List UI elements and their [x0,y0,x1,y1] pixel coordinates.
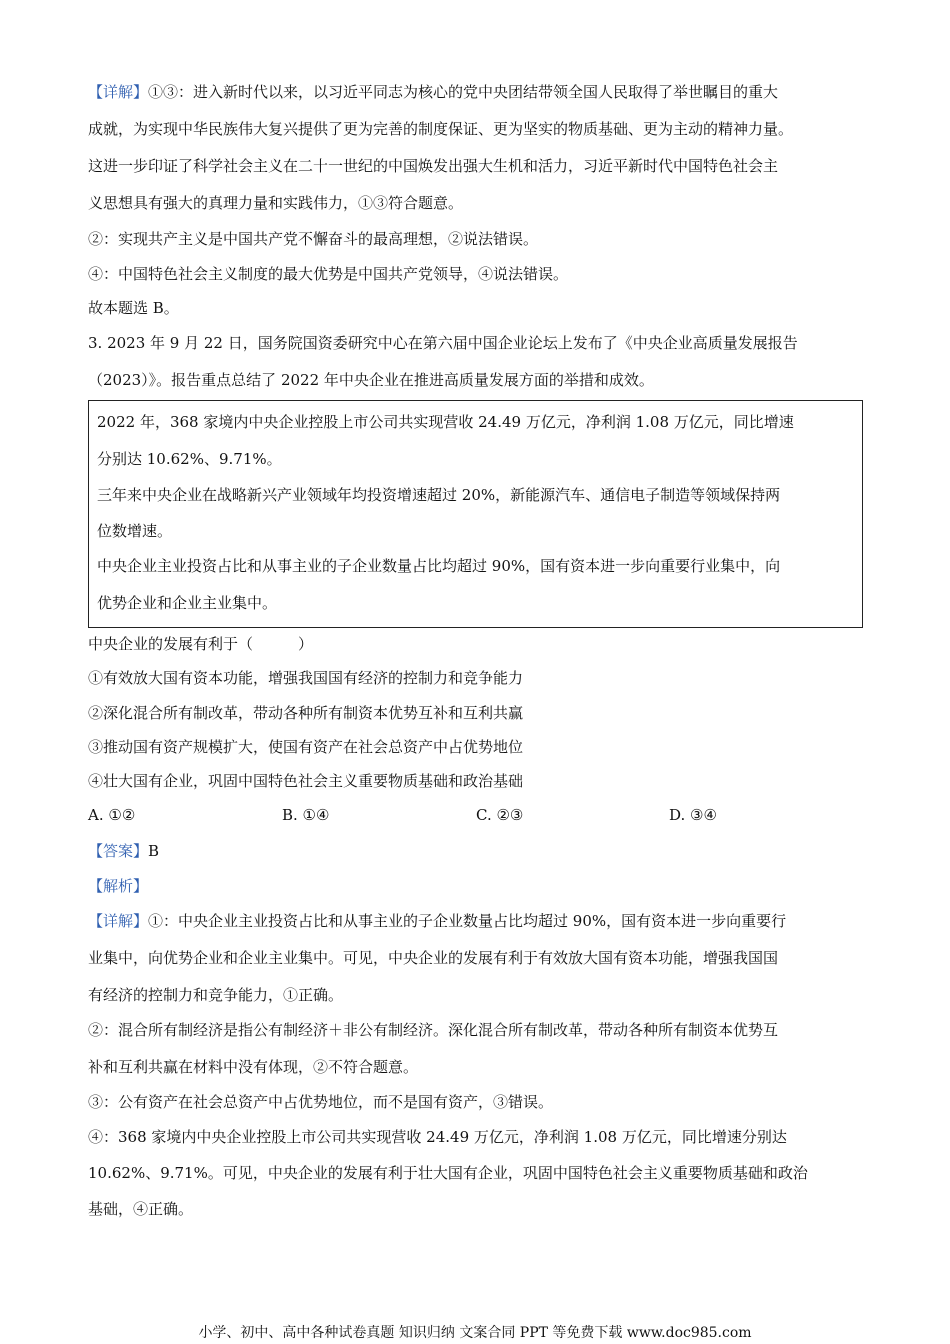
detail-line-6: ③：公有资产在社会总资产中占优势地位，而不是国有资产，③错误。 [88,1093,554,1111]
footer-text: 小学、初中、高中各种试卷真题 知识归纳 文案合同 PPT 等免费下载 www.doc985.com [198,1325,752,1341]
statement-2: ②深化混合所有制改革，带动各种所有制资本优势互补和互利共赢 [88,704,524,722]
material-line-6: 优势企业和企业主业集中。 [97,594,278,612]
detail-line-7: ④：368 家境内中央企业控股上市公司共实现营收 24.49 万亿元，净利润 1.08 万亿元，同比增速分别达 [88,1128,787,1146]
answer-label: 【答案】 [88,842,149,860]
option-c: C. ②③ [476,806,524,824]
question-stem-line-2: （2023）》。报告重点总结了 2022 年中央企业在推进高质量发展方面的举措和成效。 [88,371,654,389]
material-line-4: 位数增速。 [97,522,173,540]
answer-line [88,841,159,861]
statement-1: ①有效放大国有资本功能，增强我国国有经济的控制力和竞争能力 [88,669,524,687]
material-line-3: 三年来中央企业在战略新兴产业领域年均投资增速超过 20%，新能源汽车、通信电子制造等领域保持两 [97,486,781,504]
detail-label: 【详解】 [88,912,149,930]
detail-line-5: 补和互利共赢在材料中没有体现，②不符合题意。 [88,1058,419,1076]
answer-value: B [148,842,160,860]
detail-line-9: 基础，④正确。 [88,1200,194,1218]
prev-detail-line-1: 【详解】①③：进入新时代以来，以习近平同志为核心的党中央团结带领全国人民取得了举世瞩目的重大 [88,83,779,101]
prev-detail-label: 【详解】 [88,83,149,101]
statement-3: ③推动国有资产规模扩大，使国有资产在社会总资产中占优势地位 [88,738,524,756]
prev-detail-line-2: 成就，为实现中华民族伟大复兴提供了更为完善的制度保证、更为坚实的物质基础、更为主动的精神力量。 [88,120,794,138]
statement-4: ④壮大国有企业，巩固中国特色社会主义重要物质基础和政治基础 [88,772,524,790]
detail-line-4: ②：混合所有制经济是指公有制经济＋非公有制经济。深化混合所有制改革，带动各种所有制资本优势互 [88,1021,779,1039]
material-line-5: 中央企业主业投资占比和从事主业的子企业数量占比均超过 90%，国有资本进一步向重要行业集中，向 [97,557,781,575]
prev-detail-conclusion: 故本题选 B。 [88,299,179,317]
question-stem-line-1: 3. 2023 年 9 月 22 日，国务院国资委研究中心在第六届中国企业论坛上发布了《中央企业高质量发展报告 [88,334,798,352]
prev-detail-line-6: ④：中国特色社会主义制度的最大优势是中国共产党领导，④说法错误。 [88,265,569,283]
detail-line-3: 有经济的控制力和竞争能力，①正确。 [88,986,344,1004]
detail-line-1: 【详解】①：中央企业主业投资占比和从事主业的子企业数量占比均超过 90%，国有资本进一步向重要行 [88,912,787,930]
option-d: D. ③④ [669,806,717,824]
prev-detail-line-4: 义思想具有强大的真理力量和实践伟力，①③符合题意。 [88,194,464,212]
analysis-label: 【解析】 [88,877,149,895]
prev-detail-line-3: 这进一步印证了科学社会主义在二十一世纪的中国焕发出强大生机和活力，习近平新时代中国特色社会主 [88,157,779,175]
option-a: A. ①② [88,806,136,824]
material-box [88,400,863,628]
option-b: B. ①④ [282,806,330,824]
detail-line-2: 业集中，向优势企业和企业主业集中。可见，中央企业的发展有利于有效放大国有资本功能，增强我国国 [88,949,779,967]
material-line-1: 2022 年，368 家境内中央企业控股上市公司共实现营收 24.49 万亿元，净利润 1.08 万亿元，同比增速 [97,413,794,431]
material-line-2: 分别达 10.62%、9.71%。 [97,450,282,468]
question-prompt: 中央企业的发展有利于（ ） [88,635,314,653]
prev-detail-line-5: ②：实现共产主义是中国共产党不懈奋斗的最高理想，②说法错误。 [88,230,539,248]
detail-line-8: 10.62%、9.71%。可见，中央企业的发展有利于壮大国有企业，巩固中国特色社会主义重要物质基础和政治 [88,1164,808,1182]
